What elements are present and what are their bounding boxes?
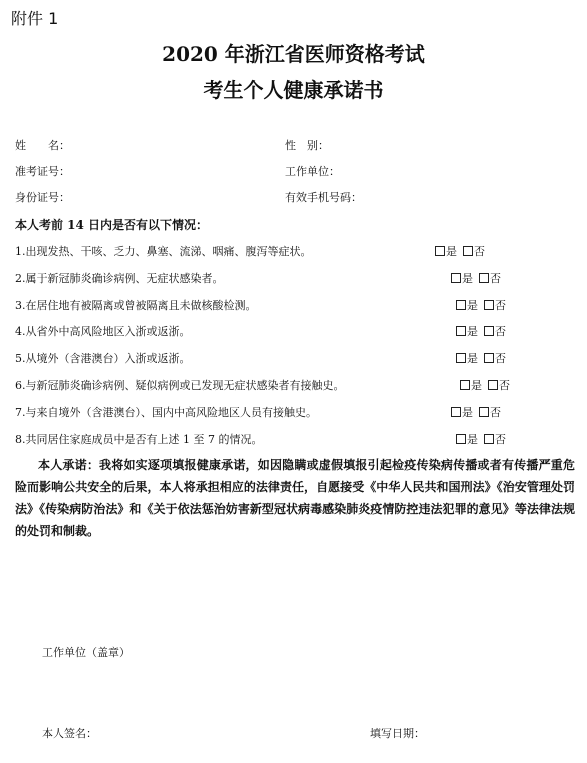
checkbox-icon[interactable] <box>484 326 494 336</box>
checkbox-icon[interactable] <box>456 300 466 310</box>
checkbox-icon[interactable] <box>460 380 470 390</box>
signature-label: 本人签名： <box>42 727 97 740</box>
question-4-options[interactable]: 是 否 <box>456 323 506 339</box>
question-6: 6.与新冠肺炎确诊病例、疑似病例或已发现无症状感染者有接触史。 <box>15 379 345 392</box>
question-2: 2.属于新冠肺炎确诊病例、无症状感染者。 <box>15 272 224 285</box>
checkbox-icon[interactable] <box>451 273 461 283</box>
section-heading: 本人考前 14 日内是否有以下情况： <box>15 218 209 232</box>
id-number-field-label: 身份证号： <box>15 191 70 204</box>
question-6-options[interactable]: 是 否 <box>460 377 510 393</box>
checkbox-icon[interactable] <box>435 246 445 256</box>
page-title: 2020 年浙江省医师资格考试 <box>162 42 425 66</box>
checkbox-icon[interactable] <box>451 407 461 417</box>
question-3-options[interactable]: 是 否 <box>456 297 506 313</box>
question-8: 8.共同居住家庭成员中是否有上述 1 至 7 的情况。 <box>15 433 263 446</box>
attachment-label: 附件 1 <box>11 9 59 28</box>
question-1: 1.出现发热、干咳、乏力、鼻塞、流涕、咽痛、腹泻等症状。 <box>15 245 312 258</box>
checkbox-icon[interactable] <box>456 326 466 336</box>
question-3: 3.在居住地有被隔离或曾被隔离且未做核酸检测。 <box>15 299 257 312</box>
checkbox-icon[interactable] <box>456 353 466 363</box>
checkbox-icon[interactable] <box>463 246 473 256</box>
checkbox-icon[interactable] <box>456 434 466 444</box>
pledge-paragraph: 本人承诺：我将如实逐项填报健康承诺，如因隐瞒或虚假填报引起检疫传染病传播或者有传播严重危险而影响公共安全的后果，本人将承担相应的法律责任，自愿接受《中华人民共和国刑法》《治安管理处罚法》《传染病防治法》和《关于依法惩治妨害新型冠状病毒感染肺炎疫情防控违法犯罪的意见》等法律法规的处罚和制裁。 <box>15 458 575 538</box>
checkbox-icon[interactable] <box>484 353 494 363</box>
question-4: 4.从省外中高风险地区入浙或返浙。 <box>15 325 191 338</box>
work-unit-seal-label: 工作单位（盖章） <box>42 646 130 659</box>
question-1-options[interactable]: 是 否 <box>435 243 485 259</box>
page-subtitle: 考生个人健康承诺书 <box>203 78 384 102</box>
checkbox-icon[interactable] <box>479 273 489 283</box>
question-7: 7.与来自境外（含港澳台）、国内中高风险地区人员有接触史。 <box>15 406 317 419</box>
checkbox-icon[interactable] <box>479 407 489 417</box>
date-label: 填写日期： <box>370 727 425 740</box>
question-8-options[interactable]: 是 否 <box>456 431 506 447</box>
question-5-options[interactable]: 是 否 <box>456 350 506 366</box>
checkbox-icon[interactable] <box>488 380 498 390</box>
question-5: 5.从境外（含港澳台）入浙或返浙。 <box>15 352 191 365</box>
phone-field-label: 有效手机号码： <box>285 191 362 204</box>
checkbox-icon[interactable] <box>484 434 494 444</box>
checkbox-icon[interactable] <box>484 300 494 310</box>
gender-field-label: 性 别： <box>285 139 329 152</box>
ticket-field-label: 准考证号： <box>15 165 70 178</box>
work-unit-field-label: 工作单位： <box>285 165 340 178</box>
question-7-options[interactable]: 是 否 <box>451 404 501 420</box>
question-2-options[interactable]: 是 否 <box>451 270 501 286</box>
name-field-label: 姓 名： <box>15 139 70 152</box>
